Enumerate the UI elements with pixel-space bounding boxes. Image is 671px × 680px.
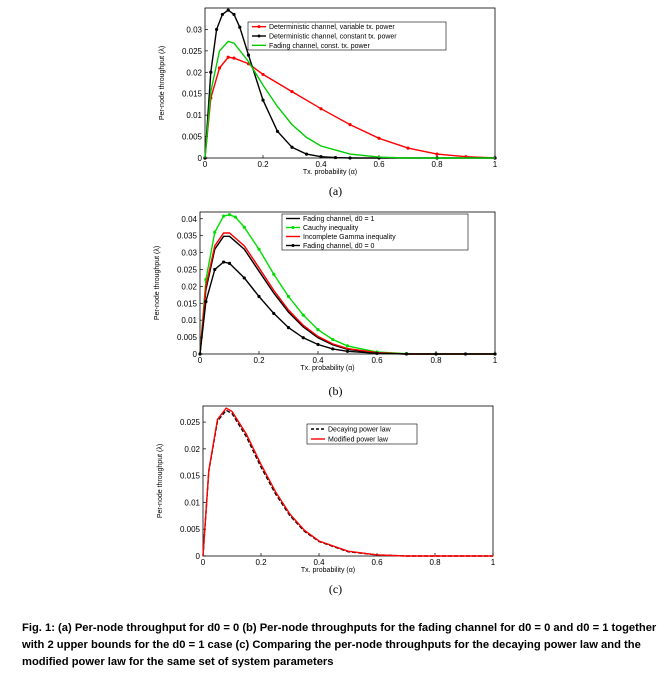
legend-marker <box>258 35 261 38</box>
y-tick-label: 0.015 <box>176 299 197 309</box>
series-point <box>405 352 408 355</box>
series-point <box>316 343 319 346</box>
y-axis-label: Per-node throughput (λ) <box>157 443 164 519</box>
x-tick-label: 1 <box>492 356 498 365</box>
series-point <box>346 350 349 353</box>
series-point <box>232 13 235 16</box>
x-axis-label: Tx. probability (α) <box>302 169 358 176</box>
series-line-3 <box>200 233 495 354</box>
y-tick-label: 0.02 <box>181 282 197 292</box>
series-point <box>221 13 224 16</box>
x-tick-label: 0 <box>200 558 206 567</box>
x-tick-label: 0.6 <box>371 558 383 567</box>
x-tick-label: 0.8 <box>429 558 441 567</box>
legend-entry: Deterministic channel, constant tx. power <box>269 33 397 41</box>
series-point <box>261 99 264 102</box>
x-axis-label: Tx. probability (α) <box>300 567 356 574</box>
y-tick-label: 0.01 <box>186 111 202 121</box>
y-tick-label: 0 <box>192 350 197 359</box>
x-axis-label: Tx. probability (α) <box>300 365 355 372</box>
series-point <box>215 28 218 31</box>
series-point <box>287 295 290 298</box>
x-tick-label: 0.2 <box>253 356 265 365</box>
series-point <box>243 276 246 279</box>
series-point <box>493 352 496 355</box>
series-point <box>375 352 378 355</box>
x-tick-label: 0.6 <box>373 160 385 169</box>
y-tick-label: 0.035 <box>176 231 197 241</box>
series-point <box>346 344 349 347</box>
x-tick-label: 0.4 <box>312 356 324 365</box>
series-point <box>331 338 334 341</box>
series-point <box>234 215 237 218</box>
x-tick-label: 0.6 <box>371 356 383 365</box>
series-point <box>305 153 308 156</box>
y-tick-label: 0.02 <box>184 444 200 454</box>
legend-entry: Fading channel, d0 = 0 <box>303 243 375 250</box>
series-point <box>227 9 230 12</box>
chart-a-label: (a) <box>328 184 343 198</box>
y-tick-label: 0.015 <box>181 89 202 99</box>
x-tick-label: 0.4 <box>313 558 325 567</box>
series-point <box>334 156 337 159</box>
y-tick-label: 0 <box>195 552 200 561</box>
legend-entry: Modified power law <box>328 436 388 444</box>
series-point <box>218 66 221 69</box>
chart-a <box>0 0 671 200</box>
series-point <box>435 153 438 156</box>
legend-entry: Fading channel, const. tx. power <box>269 42 370 50</box>
y-tick-label: 0.025 <box>181 46 202 56</box>
series-point <box>272 273 275 276</box>
x-tick-label: 0.2 <box>255 558 267 567</box>
x-tick-label: 0.2 <box>257 160 269 169</box>
chart-c-label: (c) <box>328 582 343 596</box>
series-point <box>290 90 293 93</box>
x-tick-label: 0.8 <box>430 356 442 365</box>
series-point <box>204 300 207 303</box>
x-tick-label: 0 <box>197 356 203 365</box>
y-tick-label: 0.04 <box>181 214 197 224</box>
series-point <box>319 155 322 158</box>
y-axis-label: Per-node throughput (λ) <box>159 45 166 121</box>
series-point <box>222 214 225 217</box>
legend-entry: Cauchy inequality <box>303 225 359 232</box>
legend-marker <box>292 226 295 229</box>
series-point <box>272 312 275 315</box>
y-tick-label: 0.01 <box>181 316 197 326</box>
y-axis-label: Per-node throughput (λ) <box>154 245 161 321</box>
series-point <box>261 73 264 76</box>
y-tick-label: 0.015 <box>179 471 200 481</box>
x-tick-label: 0.8 <box>431 160 443 169</box>
series-line-3 <box>205 41 495 158</box>
y-tick-label: 0 <box>197 154 202 163</box>
series-point <box>319 107 322 110</box>
series-point <box>227 56 230 59</box>
series-point <box>209 71 212 74</box>
legend-marker <box>258 25 261 28</box>
series-point <box>213 231 216 234</box>
legend-marker <box>292 244 295 247</box>
series-point <box>331 347 334 350</box>
series-point <box>316 328 319 331</box>
series-point <box>302 336 305 339</box>
x-tick-label: 0 <box>202 160 208 169</box>
series-point <box>228 213 231 216</box>
series-point <box>257 248 260 251</box>
series-point <box>228 262 231 265</box>
series-point <box>222 260 225 263</box>
y-tick-label: 0.01 <box>184 498 200 508</box>
series-point <box>247 54 250 57</box>
series-point <box>377 137 380 140</box>
y-tick-label: 0.02 <box>186 68 202 78</box>
series-point <box>464 352 467 355</box>
series-line-1 <box>200 236 495 354</box>
legend-entry: Deterministic channel, variable tx. power <box>269 24 395 32</box>
x-tick-label: 1 <box>492 160 498 169</box>
legend-entry: Fading channel, d0 = 1 <box>303 216 375 223</box>
series-point <box>406 147 409 150</box>
chart-a-svg <box>0 0 671 200</box>
chart-b-svg <box>0 200 671 400</box>
series-point <box>238 26 241 29</box>
series-point <box>232 57 235 60</box>
y-tick-label: 0.03 <box>181 248 197 258</box>
y-tick-label: 0.005 <box>179 525 200 535</box>
x-tick-label: 0.4 <box>315 160 327 169</box>
series-point <box>198 352 201 355</box>
series-point <box>257 295 260 298</box>
figure-caption: Fig. 1: (a) Per-node throughput for d0 = 0 (b) Per-node throughputs for the fading channel for d0 = 0 and d0 = 1 together with 2 upper bounds for the d0 = 1 case (c) Comparing the per-node throughputs for the decaying power law and the modified power law for the same set of system parameters <box>22 622 657 668</box>
series-point <box>302 314 305 317</box>
series-point <box>287 326 290 329</box>
series-point <box>276 130 279 133</box>
legend-entry: Incomplete Gamma inequality <box>303 234 396 241</box>
chart-b-label: (b) <box>328 384 343 398</box>
series-point <box>290 146 293 149</box>
y-tick-label: 0.025 <box>179 418 200 428</box>
series-point <box>213 268 216 271</box>
legend-entry: Decaying power law <box>328 426 391 434</box>
y-tick-label: 0.03 <box>186 25 202 35</box>
series-point <box>434 352 437 355</box>
series-point <box>348 123 351 126</box>
series-line-4 <box>200 262 495 354</box>
y-tick-label: 0.025 <box>176 265 197 275</box>
chart-c-svg <box>0 400 671 600</box>
chart-b <box>0 200 671 400</box>
x-tick-label: 1 <box>490 558 496 567</box>
series-point <box>348 156 351 159</box>
y-tick-label: 0.005 <box>176 333 197 343</box>
chart-c <box>0 400 671 600</box>
series-line-1 <box>205 57 495 158</box>
y-tick-label: 0.005 <box>181 132 202 142</box>
series-point <box>243 226 246 229</box>
